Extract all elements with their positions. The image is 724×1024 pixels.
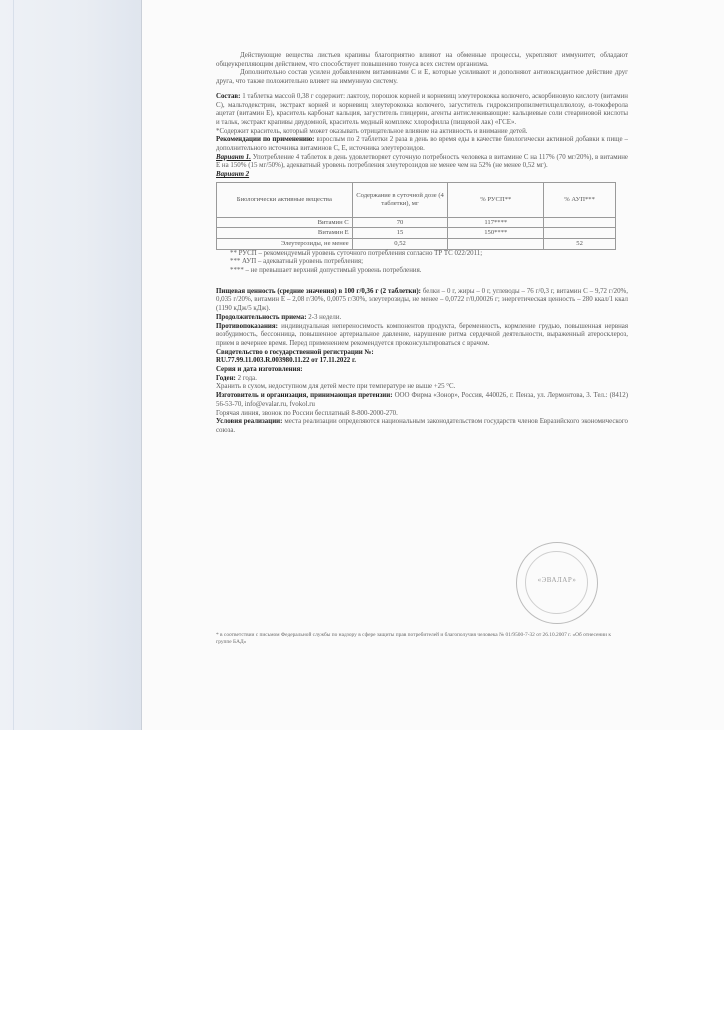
- left-margin-strip: [0, 0, 142, 730]
- nutrition-paragraph: [216, 288, 628, 314]
- hotline-text: Горячая линия, звонок по России бесплатный 8-800-2000-270.: [216, 409, 398, 417]
- contraindications-paragraph: [216, 323, 628, 349]
- table-header-cell: Биологически активные вещества: [217, 182, 353, 217]
- footnote: * в соответствии с письмом Федеральной службы по надзору в сфере защиты прав потребителей и благополучия человека № 01/9500-7-32 от 26.10.2007 г. «Об отнесении к группе БАД»: [216, 632, 611, 645]
- shelf-life-label: Годен:: [216, 374, 236, 382]
- nutrition-text: белки – 0 г, жиры – 0 г, углеводы – 76 г/0,3 г, витамин С – 9,72 г/20%, 0,035 г/20%, витамин Е – 2,08 г/30%, 0,0075 г/30%, элеутерозиды, не менее – 0,0722 г/0,00026 г; энергетическая ценность – 280 ккал/1 ккал (1190 кДж/5 кДж).: [216, 287, 628, 313]
- certificate-label: Свидетельство о государственной регистрации №:: [216, 348, 374, 356]
- variant-2-label: Вариант 2: [216, 171, 250, 179]
- table-row: [217, 228, 616, 239]
- table-cell: 117****: [448, 217, 544, 228]
- variant-2-paragraph: [216, 171, 628, 180]
- shelf-life-paragraph: [216, 375, 628, 384]
- recommend-text: взрослым по 2 таблетки 2 раза в день во время еды в качестве биологически активной добавки к пище – дополнительного источника витаминов С, Е, источника элеутерозидов.: [216, 136, 628, 153]
- table-cell: [448, 239, 544, 250]
- composition-label: Состав:: [216, 92, 241, 100]
- shelf-life-text: 2 года.: [237, 374, 257, 382]
- duration-text: 2-3 недели.: [308, 313, 342, 321]
- table-cell: 70: [352, 217, 448, 228]
- sale-conditions-paragraph: [216, 418, 628, 435]
- storage-text: Хранить в сухом, недоступном для детей месте при температуре не выше +25 °С.: [216, 383, 456, 391]
- strip-line: [13, 0, 14, 730]
- table-cell: Витамин С: [217, 217, 353, 228]
- table-header-cell: Содержание в суточной дозе (4 таблетки), мг: [352, 182, 448, 217]
- recommend-label: Рекомендации по применению:: [216, 136, 315, 144]
- series-label: Серия и дата изготовления:: [216, 366, 303, 374]
- sale-conditions-label: Условия реализации:: [216, 418, 283, 426]
- manufacturer-text: ООО Фирма «Зонор», Россия, 440026, г. Пенза, ул. Лермонтова, 3. Тел.: (8412) 56-53-70, info@evalar.ru, fvokol.ru: [216, 392, 628, 408]
- table-row: [217, 217, 616, 228]
- recommend-paragraph: [216, 136, 628, 153]
- table-note-1: ** РУСП – рекомендуемый уровень суточного потребления согласно ТР ТС 022/2011;: [230, 249, 483, 257]
- variant-1-paragraph: [216, 154, 628, 171]
- stamp-text: «ЭВАЛАР»: [537, 576, 577, 584]
- table-cell: [544, 217, 616, 228]
- intro-paragraph-1: Действующие вещества листьев крапивы благоприятно влияют на обменные процессы, укрепляют иммунитет, обладают общеукрепляющим действием, что способствует повышению тонуса всех систем организма.: [216, 52, 628, 68]
- company-stamp: [516, 542, 598, 624]
- composition-paragraph: [216, 93, 628, 128]
- manufacturer-label: Изготовитель и организация, принимающая претензии:: [216, 392, 393, 400]
- manufacturer-paragraph: [216, 392, 628, 409]
- table-cell: 52: [544, 239, 616, 250]
- composition-text: 1 таблетка массой 0,38 г содержит: лактозу, порошок корней и корневищ элеутерококка колючего, аскорбиновую кислоту (витамин С), мальтодекстрин, экстракт корней и корневищ элеутерококка колючего, загуститель гидроксипропилметилцеллюлозу, α-токоферола ацетат (витамин Е), краситель карбонат кальция, загуститель глицерин, агенты антислеживающие: кальциевые соли стеариновой кислоты и тальк, экстракт крапивы двудомной, краситель медный комплекс хлорофилла (пищевой лак) «ГСЕ».: [216, 92, 628, 126]
- contraindications-label: Противопоказания:: [216, 322, 278, 330]
- table-header-cell: % АУП***: [544, 182, 616, 217]
- table-cell: 0,52: [352, 239, 448, 250]
- table-cell: 150****: [448, 228, 544, 239]
- nutrition-label: Пищевая ценность (средние значения) в 100 г/0,36 г (2 таблетки):: [216, 287, 421, 295]
- table-note-3: **** – не превышает верхний допустимый уровень потребления.: [230, 267, 422, 275]
- sale-conditions-text: места реализации определяются национальным законодательством государств членов Евразийского экономического союза.: [216, 418, 628, 434]
- composition-note: *Содержит краситель, который может оказывать отрицательное влияние на активность и внимание детей.: [216, 127, 528, 135]
- table-cell: 15: [352, 228, 448, 239]
- table-cell: Витамин Е: [217, 228, 353, 239]
- contraindications-text: индивидуальная непереносимость компонентов продукта, беременность, кормление грудью, повышенная нервная возбудимость, бессонница, повышенное артериальное давление, нарушение ритма сердечной деятельности, выраженный атеросклероз, прием в вечернее время. Перед применением рекомендуется проконсультироваться с врачом.: [216, 322, 628, 347]
- duration-label: Продолжительность приема:: [216, 313, 307, 321]
- document-body: [216, 52, 628, 436]
- intro-paragraph-2: Дополнительно состав усилен добавлением витаминами С и Е, которые усиливают и дополняют антиоксидантное действие друг друга, что также положительно влияет на иммунную систему.: [216, 69, 628, 86]
- table-row: [217, 239, 616, 250]
- table-header-cell: % РУСП**: [448, 182, 544, 217]
- certificate-number: RU.77.99.11.003.R.003980.11.22 от 17.11.2022 г.: [216, 357, 357, 365]
- table-cell: Элеутерозиды, не менее: [217, 239, 353, 250]
- table-cell: [544, 228, 616, 239]
- active-substances-table: [216, 182, 616, 250]
- variant-1-label: Вариант 1.: [216, 153, 251, 161]
- bottom-blank-area: [0, 730, 724, 1024]
- table-header-row: [217, 182, 616, 217]
- duration-paragraph: [216, 314, 628, 323]
- table-note-2: *** АУП – адекватный уровень потребления;: [230, 258, 364, 266]
- document-page: [142, 0, 724, 730]
- variant-1-text: Употребление 4 таблеток в день удовлетворяет суточную потребность человека в витамине С на 117% (70 мг/20%), в витамине Е на 150% (15 мг/50%), адекватный уровень потребления элеутерозидов не менее чем на 52% (не менее 0,52 мг).: [216, 153, 628, 170]
